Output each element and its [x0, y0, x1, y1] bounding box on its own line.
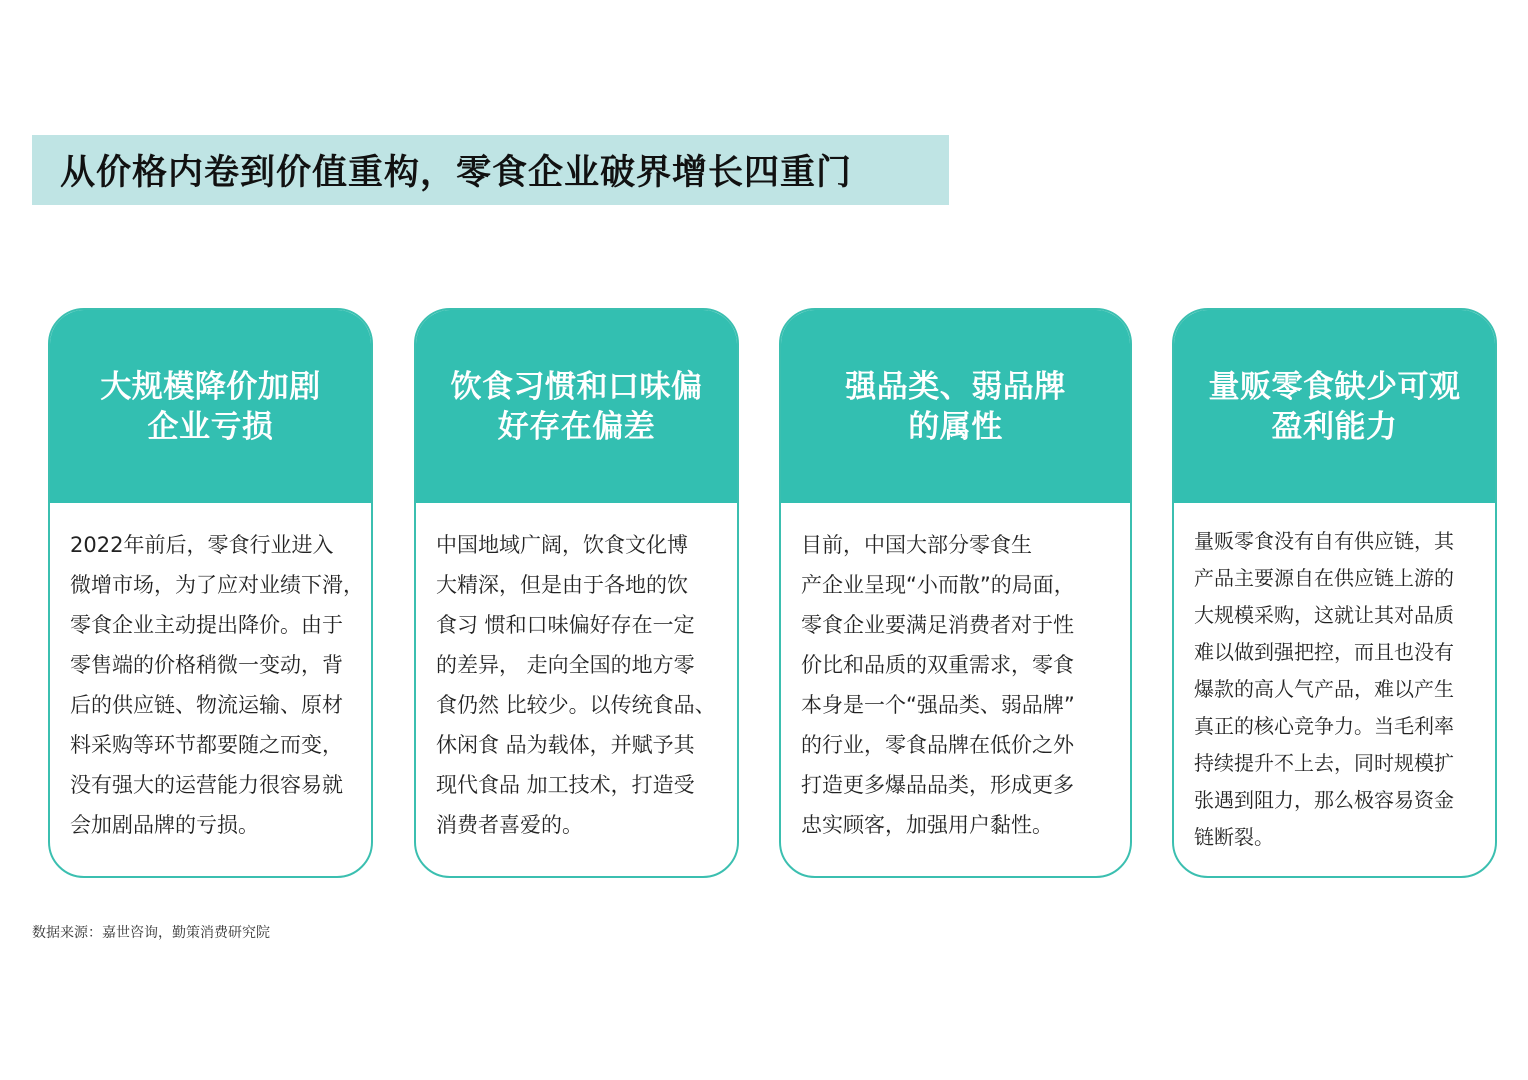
card-body-line: 难以做到强把控，而且也没有: [1194, 640, 1454, 664]
card-body-line: 爆款的高人气产品，难以产生: [1194, 677, 1454, 701]
card-heading-line-2: 企业亏损: [147, 408, 274, 445]
card-body-line: 真正的核心竞争力。当毛利率: [1194, 714, 1454, 738]
card-body-line: 2022年前后，零食行业进入: [70, 533, 334, 557]
card-body-line: 忠实顾客，加强用户黏性。: [801, 813, 1053, 837]
card-category-brand: [779, 308, 1132, 878]
card-body-line: 产品主要源自在供应链上游的: [1194, 566, 1454, 590]
card-body-line: 料采购等环节都要随之而变，: [70, 733, 343, 757]
card-body-line: 的行业，零食品牌在低价之外: [801, 733, 1074, 757]
card-body-line: 休闲食 品为载体，并赋予其: [436, 733, 695, 757]
card-body-line: 大精深，但是由于各地的饮: [436, 573, 688, 597]
card-body-line: 食习 惯和口味偏好存在一定: [436, 613, 695, 637]
card-heading-line-1: 饮食习惯和口味偏: [450, 368, 703, 405]
card-price-cut: [48, 308, 373, 878]
card-body-line: 中国地域广阔，饮食文化博: [436, 533, 688, 557]
card-body-line: 价比和品质的双重需求，零食: [801, 653, 1074, 677]
page-title: 从价格内卷到价值重构，零食企业破界增长四重门: [60, 153, 853, 193]
card-body-line: 链断裂。: [1194, 825, 1274, 849]
card-body-line: 后的供应链、物流运输、原材: [70, 693, 343, 717]
card-body-line: 本身是一个“强品类、弱品牌”: [801, 693, 1075, 717]
card-heading-line-2: 的属性: [908, 408, 1003, 445]
card-body-line: 消费者喜爱的。: [436, 813, 583, 837]
card-heading-line-1: 强品类、弱品牌: [845, 368, 1066, 405]
card-body-line: 的差异， 走向全国的地方零: [436, 653, 695, 677]
card-header: [416, 310, 737, 503]
card-header: [50, 310, 371, 503]
card-body-line: 食仍然 比较少。以传统食品、: [436, 693, 716, 717]
card-body-line: 零售端的价格稍微一变动，背: [70, 653, 343, 677]
card-body-line: 目前，中国大部分零食生: [801, 533, 1032, 557]
card-heading-line-1: 量贩零食缺少可观: [1208, 368, 1461, 405]
card-body-line: 会加剧品牌的亏损。: [70, 813, 259, 837]
card-taste-preference: [414, 308, 739, 878]
card-heading-line-2: 盈利能力: [1271, 408, 1398, 445]
card-body-line: 持续提升不上去，同时规模扩: [1194, 751, 1454, 775]
card-body: [1174, 503, 1495, 856]
card-body-line: 产企业呈现“小而散”的局面，: [801, 573, 1075, 597]
card-body-line: 零食企业要满足消费者对于性: [801, 613, 1074, 637]
title-banner: [32, 135, 949, 205]
card-body-line: 打造更多爆品品类，形成更多: [801, 773, 1074, 797]
card-body-line: 零食企业主动提出降价。由于: [70, 613, 343, 637]
card-profitability: [1172, 308, 1497, 878]
card-header: [781, 310, 1130, 503]
card-body: [50, 503, 371, 845]
source-note: 数据来源：嘉世咨询，勤策消费研究院: [32, 925, 270, 941]
card-body: [781, 503, 1130, 845]
card-header: [1174, 310, 1495, 503]
card-body-line: 微增市场，为了应对业绩下滑，: [70, 573, 364, 597]
card-body-line: 量贩零食没有自有供应链，其: [1194, 529, 1454, 553]
card-body-line: 没有强大的运营能力很容易就: [70, 773, 343, 797]
card-body-line: 现代食品 加工技术，打造受: [436, 773, 695, 797]
card-body-line: 大规模采购，这就让其对品质: [1194, 603, 1454, 627]
card-body: [416, 503, 737, 845]
card-body-line: 张遇到阻力，那么极容易资金: [1194, 788, 1454, 812]
card-heading-line-1: 大规模降价加剧: [100, 368, 321, 405]
card-heading-line-2: 好存在偏差: [497, 408, 656, 445]
